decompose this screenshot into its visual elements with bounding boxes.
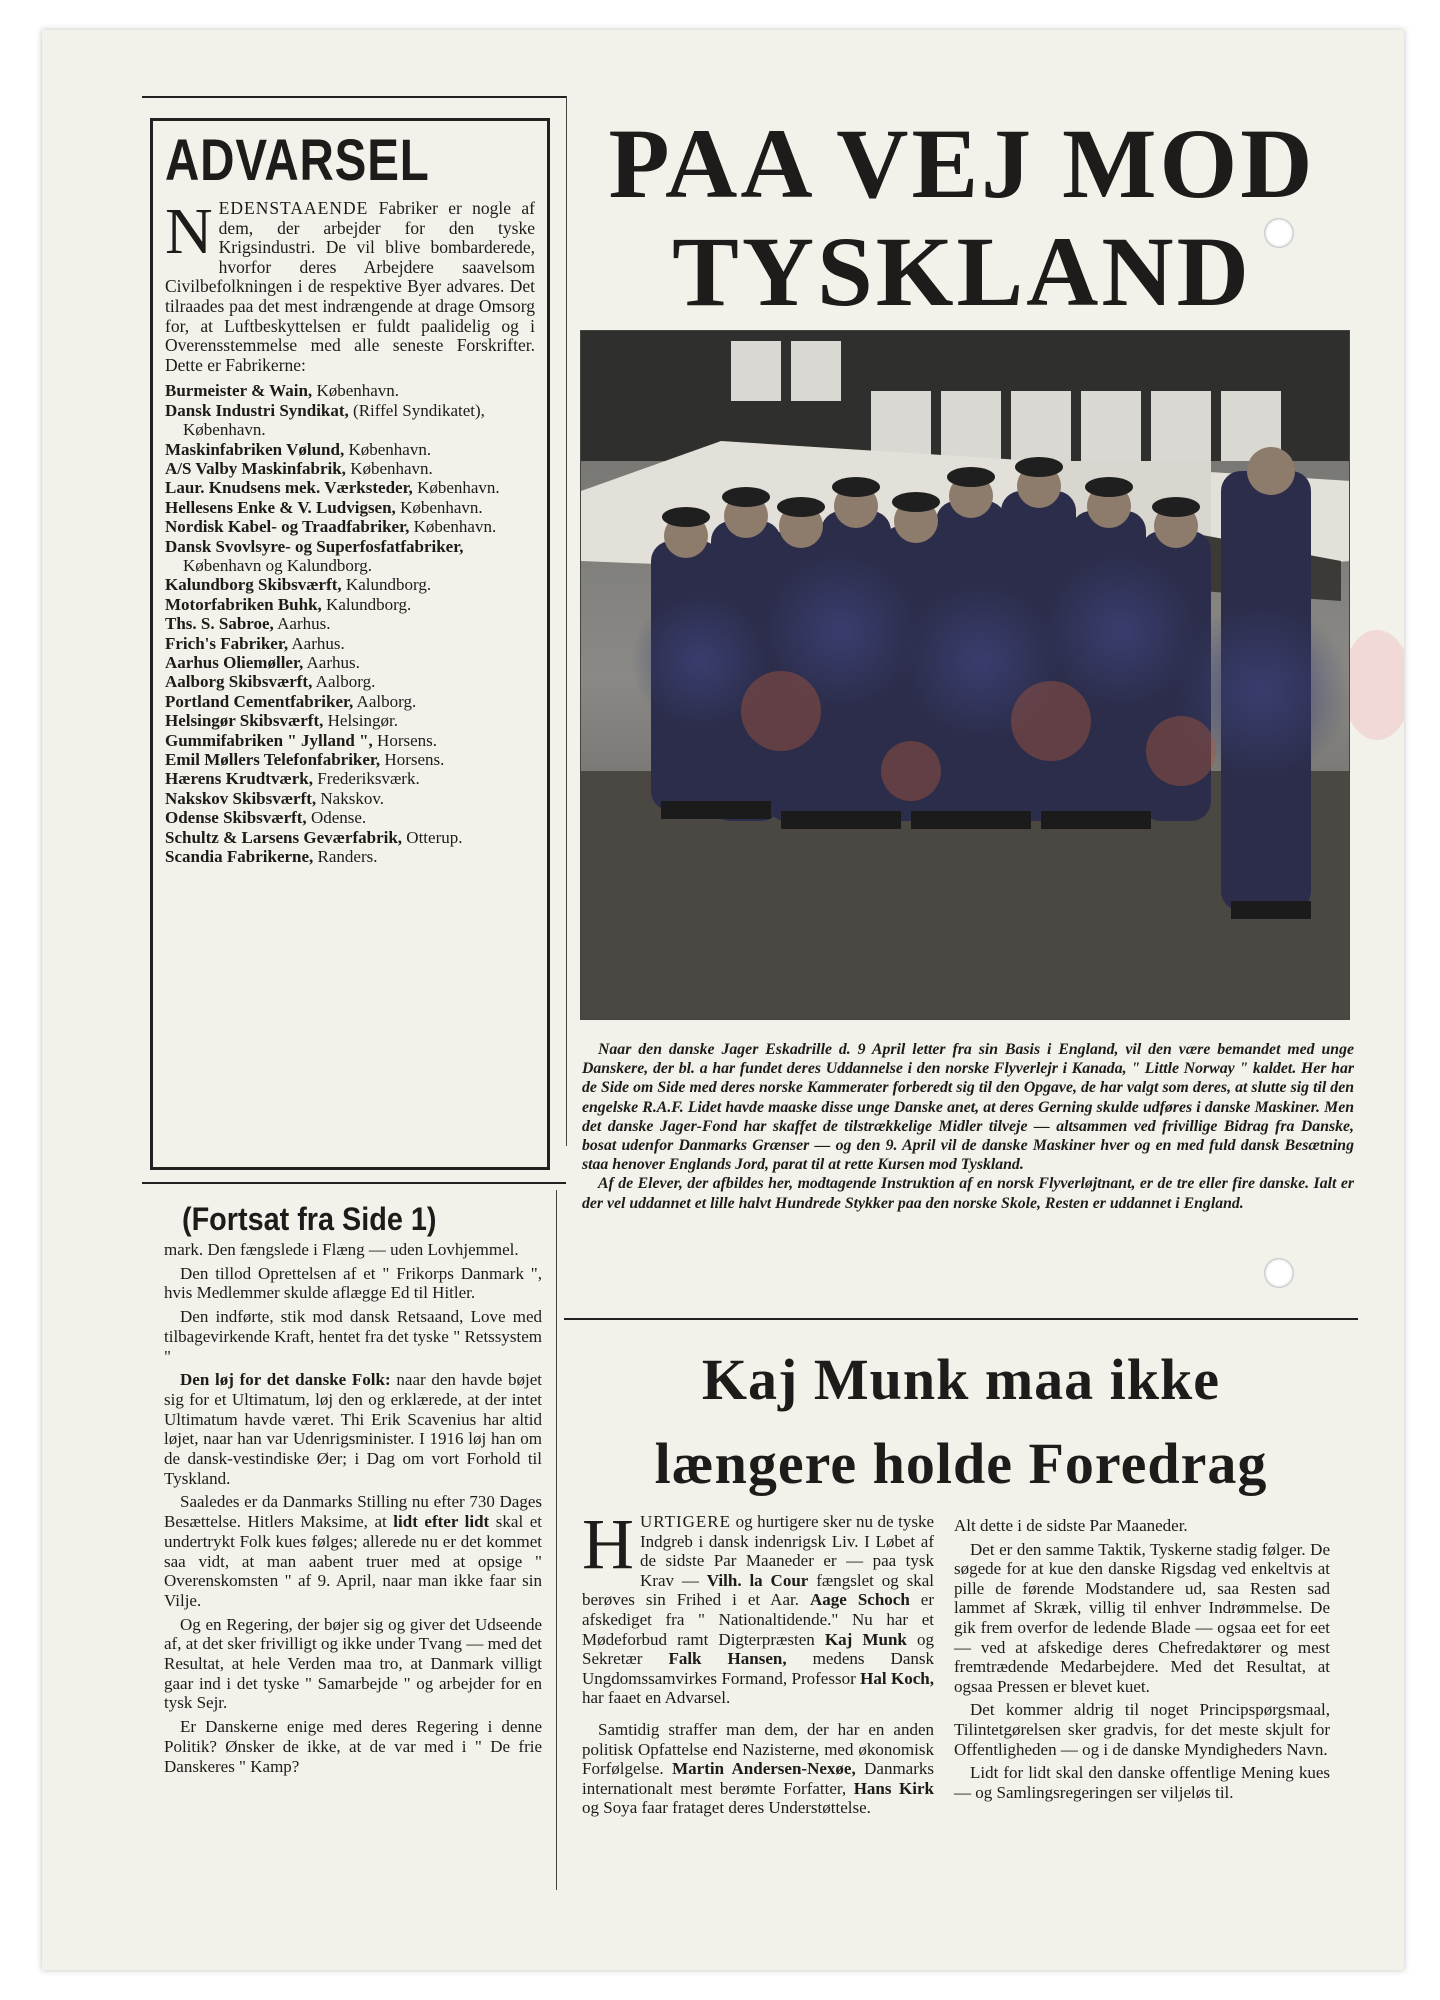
intro-text: Fabriker er nogle af dem, der arbejder for den tyske Krigsindustri. De vil blive bombarderede, hvorfor deres Arbejdere saavelsom Civilbefolkningen i de respektive Byer advares. Det tilraades paa det mest indrængende at drage Omsorg for, at Luftbeskyttelsen er fuldt paalidelig og i Overensstemmelse med alle seneste Forskrifter. Dette er Fabrikerne: xyxy=(165,198,535,375)
factory-item xyxy=(165,575,535,594)
factory-place: Helsingør. xyxy=(323,711,398,731)
factory-place: København. xyxy=(312,381,400,401)
caption-paragraph: Naar den danske Jager Eskadrille d. 9 April letter fra sin Basis i England, vil den være bemandet med unge Danskere, der bl. a har fundet deres Uddannelse i den norske Flyverlejr i Kanada, " Little Norway " kaldet. Her har de Side om Side med deres norske Kammerater forberedt sig til den Opgave, de har valgt som deres, at slutte sig til den engelske R.A.F. Lidet havde maaske disse unge Danske anet, at deres Gerning skulde udføres i danske Maskiner. Men det danske Jager-Fond har skaffet de tilstrækkelige Midler tilveje — altsammen ved frivillige Bidrag fra Danske, bosat udenfor Danmarks Grænser — og den 9. April vil de danske Maskiner hver og en med fuld dansk Besætning staa henover Englands Jord, parat til at rette Kursen mod Tyskland. xyxy=(582,1041,1354,1174)
factory-item xyxy=(165,459,535,478)
factory-name: Dansk Svovlsyre- og Superfosfatfabriker, xyxy=(165,536,464,556)
headline-line: PAA VEJ MOD xyxy=(608,108,1316,219)
kaj-article-right-column xyxy=(954,1516,1330,1802)
paragraph-text: og Soya faar frataget deres Understøttelse. xyxy=(582,1798,871,1818)
top-rule xyxy=(142,96,566,98)
factory-name: Aalborg Skibsværft, xyxy=(165,672,313,692)
factory-item xyxy=(165,750,535,769)
intro-smallcaps: EDENSTAAENDE xyxy=(218,198,369,218)
factory-place: København. xyxy=(409,517,497,537)
factory-item xyxy=(165,381,535,400)
headline-line: Kaj Munk maa ikke xyxy=(701,1347,1221,1412)
factory-item xyxy=(165,769,535,788)
factory-name: Maskinfabriken Vølund, xyxy=(165,439,345,459)
vertical-rule xyxy=(566,96,567,1146)
paragraph: Alt dette i de sidste Par Maaneder. xyxy=(954,1516,1188,1535)
factory-list xyxy=(165,381,535,866)
bold-name: Aage Schoch xyxy=(809,1590,910,1610)
factory-item xyxy=(165,692,535,711)
factory-name: Gummifabriken " Jylland ", xyxy=(165,730,373,750)
factory-item xyxy=(165,595,535,614)
factory-place: Aarhus. xyxy=(303,653,360,673)
column-separator xyxy=(142,1182,566,1184)
factory-item xyxy=(165,731,535,750)
paragraph-text: og hurtigere sker nu de tyske Indgreb i dansk indenrigsk Liv. I Løbet af de sidste Par Maaneder er — paa tysk Krav — xyxy=(640,1512,934,1590)
factory-place: Randers. xyxy=(313,847,378,867)
paragraph-text: er afskediget fra " Nationaltidende." Nu har et Mødeforbud ramt Digterpræsten xyxy=(582,1590,934,1649)
factory-name: Dansk Industri Syndikat, xyxy=(165,400,349,420)
paragraph: Den indførte, stik mod dansk Retsaand, Love med tilbagevirkende Kraft, hentet fra det tyske " Retssystem " xyxy=(164,1307,542,1366)
paragraph: Den tillod Oprettelsen af et " Frikorps Danmark ", hvis Medlemmer skulde aflægge Ed til Hitler. xyxy=(164,1263,542,1303)
factory-item xyxy=(165,401,535,440)
factory-place: Horsens. xyxy=(380,750,445,770)
advarsel-title: ADVARSEL xyxy=(165,128,430,193)
factory-place: København. xyxy=(395,497,483,517)
paper-stain xyxy=(1342,630,1404,740)
factory-item xyxy=(165,537,535,576)
bold-phrase: lidt efter lidt xyxy=(393,1512,490,1532)
paragraph-text: fængslet og skal berøves sin Frihed i et Aar. xyxy=(582,1570,935,1610)
factory-item xyxy=(165,847,535,866)
newspaper-page xyxy=(42,30,1404,1970)
headline-line: TYSKLAND xyxy=(672,216,1252,327)
paragraph: Det kommer aldrig til noget Principspørgsmaal, Tilintetgørelsen sker gradvis, for det meste skjult for Offentligheden — og i de danske Myndigheders Navn. xyxy=(954,1700,1330,1759)
paragraph xyxy=(582,1720,934,1818)
bold-name: Kaj Munk xyxy=(824,1629,907,1649)
factory-name: Portland Cementfabriker, xyxy=(165,691,354,711)
factory-name: Schultz & Larsens Geværfabrik, xyxy=(165,827,403,847)
factory-place: Kalundborg. xyxy=(321,594,412,614)
paragraph xyxy=(164,1492,542,1610)
factory-name: Nordisk Kabel- og Traadfabriker, xyxy=(165,517,410,537)
paragraph-text: medens Dansk Ungdomssamvirkes Formand, Professor xyxy=(582,1649,934,1688)
factory-place: (Riffel Syndikatet), København. xyxy=(183,400,485,440)
paragraph xyxy=(164,1370,542,1488)
lead-paragraph xyxy=(582,1504,935,1708)
factory-item xyxy=(165,478,535,497)
paragraph-text: Saaledes er da Danmarks Stilling nu efter 730 Dages Besættelse. Hitlers Maksime, at xyxy=(164,1492,542,1532)
drop-cap: H xyxy=(582,1504,634,1584)
factory-name: Kalundborg Skibsværft, xyxy=(165,575,342,595)
paragraph-text: naar den havde bøjet sig for et Ultimatum, løj den og erklærede, at der intet Ultimatum havde været. Thi Erik Scavenius har altid løjet, naar han var Udenrigsminister. I 1916 løj han om de dansk-vestindiske Øer; i Dag om vort Forhold til Tyskland. xyxy=(164,1370,542,1488)
factory-place: Horsens. xyxy=(372,730,438,750)
factory-item xyxy=(165,517,535,536)
lead-smallcaps: URTIGERE xyxy=(640,1512,732,1531)
factory-item xyxy=(165,634,535,653)
factory-place: Otterup. xyxy=(402,827,463,847)
photo-image xyxy=(581,331,1350,1020)
bold-name: Hal Koch, xyxy=(860,1668,934,1688)
advarsel-box xyxy=(150,118,550,1170)
factory-item xyxy=(165,789,535,808)
factory-place: Aalborg. xyxy=(353,691,417,711)
advarsel-intro xyxy=(165,195,535,375)
factory-name: Odense Skibsværft, xyxy=(165,808,307,828)
punch-hole xyxy=(1264,1258,1294,1288)
bold-name: Martin Andersen-Nexøe, xyxy=(672,1759,856,1779)
factory-name: Hellesens Enke & V. Ludvigsen, xyxy=(165,497,396,517)
factory-item xyxy=(165,498,535,517)
factory-place: Aarhus. xyxy=(288,633,345,653)
factory-item xyxy=(165,828,535,847)
factory-name: A/S Valby Maskinfabrik, xyxy=(165,458,346,478)
kaj-article-left-column xyxy=(582,1504,935,1818)
factory-name: Ths. S. Sabroe, xyxy=(165,614,274,634)
paragraph-text: har faaet en Advarsel. xyxy=(582,1688,731,1708)
photo-pilots-instruction xyxy=(580,330,1350,1020)
factory-name: Hærens Krudtværk, xyxy=(165,769,313,789)
caption-paragraph: Af de Elever, der afbildes her, modtagende Instruktion af en norsk Flyverløjtnant, er de tre eller fire danske. Ialt er der vel uddannet et lille halvt Hundrede Stykker paa den norske Skole, Resten er uddannet i England. xyxy=(582,1175,1354,1212)
factory-name: Laur. Knudsens mek. Værksteder, xyxy=(165,478,413,498)
factory-item xyxy=(165,614,535,633)
factory-place: Kalundborg. xyxy=(341,575,432,595)
bold-lead: Den løj for det danske Folk: xyxy=(180,1370,391,1390)
vertical-rule xyxy=(556,1190,557,1890)
section-separator xyxy=(564,1318,1358,1320)
paragraph-text: skal et undertrykt Folk kues følges; allerede nu er det kommet saa vidt, at man aabent truer med at opsige " Overenskomsten " af 9. April, naar man ikke faar sin Vilje. xyxy=(164,1512,543,1610)
paragraph: Det er den samme Taktik, Tyskerne stadig følger. De søgede for at kue den danske Rigsdag ved enkeltvis at pille de førende Modstandere ud, saa Resten sad lammet af Skræk, villig til enhver Indrømmelse. De gik frem overfor de ledende Blade — ogsaa eet for eet — ved at afskedige deres Chefredaktører og mest fremtrædende Medarbejdere. Med det Resultat, at ogsaa Pressen er blevet kuet. xyxy=(954,1539,1330,1696)
factory-name: Nakskov Skibsværft, xyxy=(165,788,317,808)
factory-place: Aarhus. xyxy=(273,614,331,634)
bold-name: Hans Kirk xyxy=(853,1778,934,1798)
factory-item xyxy=(165,808,535,827)
kaj-munk-headline xyxy=(564,1338,1358,1506)
factory-name: Burmeister & Wain, xyxy=(165,381,313,401)
photo-caption xyxy=(582,1040,1354,1213)
factory-place: København og Kalundborg. xyxy=(183,556,373,575)
paragraph: mark. Den fængslede i Flæng — uden Lovhjemmel. xyxy=(164,1240,519,1259)
factory-place: Odense. xyxy=(306,808,367,828)
factory-name: Helsingør Skibsværft, xyxy=(165,711,324,731)
factory-place: Aalborg. xyxy=(312,672,376,692)
factory-item xyxy=(165,440,535,459)
factory-item xyxy=(165,672,535,691)
factory-name: Frich's Fabriker, xyxy=(165,633,289,653)
factory-name: Emil Møllers Telefonfabriker, xyxy=(165,750,381,770)
paragraph: Er Danskerne enige med deres Regering i denne Politik? Ønsker de ikke, at de var med i " De frie Danskeres " Kamp? xyxy=(164,1717,542,1776)
paragraph-text: og Sekretær xyxy=(582,1629,935,1669)
main-headline xyxy=(572,110,1352,326)
bold-name: Vilh. la Cour xyxy=(706,1570,809,1590)
factory-place: Nakskov. xyxy=(316,788,384,808)
factory-name: Motorfabriken Buhk, xyxy=(165,594,322,614)
factory-item xyxy=(165,711,535,730)
continued-heading: (Fortsat fra Side 1) xyxy=(182,1201,437,1237)
paragraph: Lidt for lidt skal den danske offentlige Mening kues — og Samlingsregeringen ser viljeløs til. xyxy=(954,1763,1330,1802)
factory-place: Frederiksværk. xyxy=(312,769,420,789)
factory-place: København. xyxy=(345,458,433,478)
headline-line: længere holde Foredrag xyxy=(654,1431,1268,1496)
paragraph-text: Danmarks internationalt mest berømte Forfatter, xyxy=(582,1759,934,1798)
bold-name: Falk Hansen, xyxy=(668,1649,787,1669)
drop-cap: N xyxy=(165,195,213,268)
factory-name: Aarhus Oliemøller, xyxy=(165,653,304,673)
factory-place: København. xyxy=(412,478,500,498)
continued-article xyxy=(164,1240,542,1776)
factory-name: Scandia Fabrikerne, xyxy=(165,847,314,867)
paragraph-text: Samtidig straffer man dem, der har en anden politisk Opfattelse end Nazisterne, med økonomisk Forfølgelse. xyxy=(582,1719,934,1779)
paragraph: Og en Regering, der bøjer sig og giver det Udseende af, at det sker frivilligt og ikke under Tvang — med det Resultat, at hele Verden maa tro, at Danmark villigt gaar ind i det tyske " Samarbejde " og arbejder for en tysk Sejr. xyxy=(164,1614,542,1713)
factory-item xyxy=(165,653,535,672)
factory-place: København. xyxy=(344,439,432,459)
